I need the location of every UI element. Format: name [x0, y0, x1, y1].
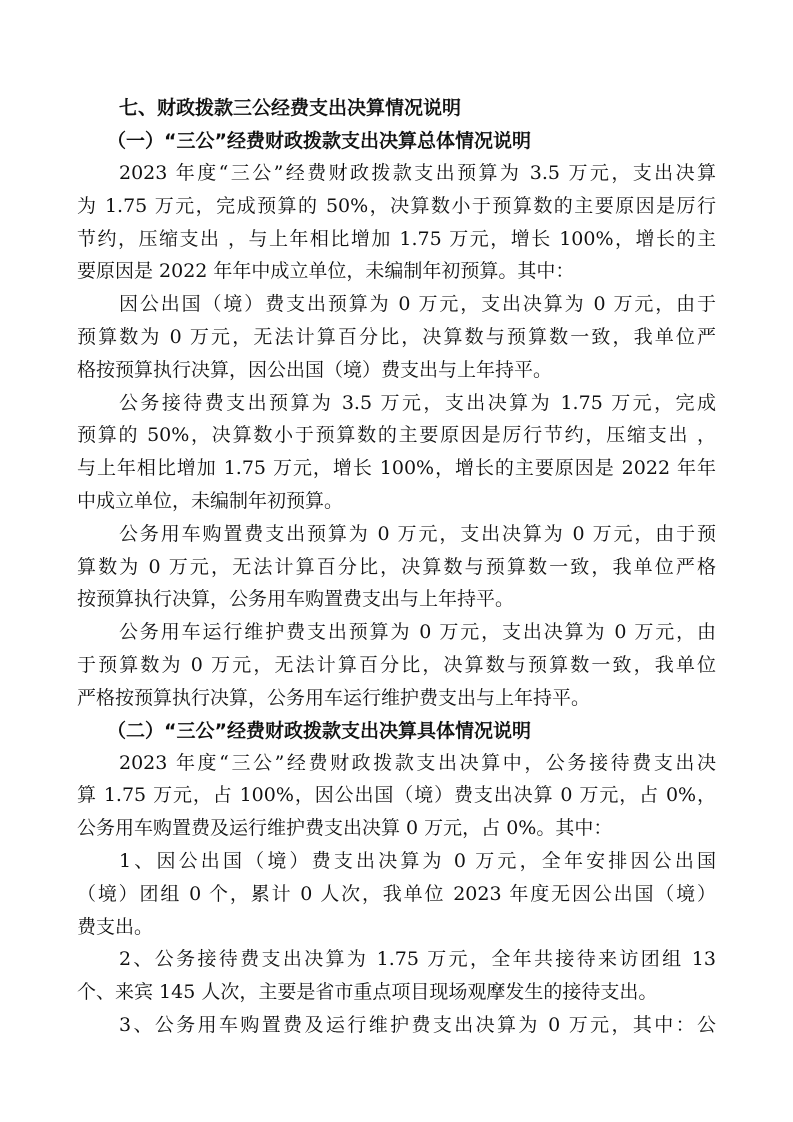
- paragraph-item-1: [77, 845, 716, 943]
- paragraph-line: 3、公务用车购置费及运行维护费支出决算为 0 万元，其中：公: [119, 1013, 716, 1036]
- paragraph-item-3: [77, 1009, 716, 1042]
- paragraph-line: 1、因公出国（境）费支出决算为 0 万元，全年安排因公出国: [119, 849, 716, 872]
- paragraph-line: 公务用车购置费支出预算为 0 万元，支出决算为 0 万元，由于预: [119, 522, 716, 545]
- paragraph-reception: [77, 387, 716, 518]
- paragraph-detail-summary: [77, 747, 716, 845]
- paragraph-vehicle-maintenance: [77, 616, 716, 714]
- paragraph-line: 按预算执行决算，公务用车购置费支出与上年持平。: [77, 588, 515, 611]
- paragraph-line: 严格按预算执行决算，公务用车运行维护费支出与上年持平。: [77, 686, 591, 709]
- paragraph-line: 于预算数为 0 万元，无法计算百分比，决算数与预算数一致，我单位: [77, 653, 716, 676]
- paragraph-line: 节约，压缩支出 ，与上年相比增加 1.75 万元，增长 100%，增长的主: [77, 227, 716, 250]
- subsection-heading-detail: （二）“三公”经费财政拨款支出决算具体情况说明: [107, 719, 531, 742]
- paragraph-line: 为 1.75 万元，完成预算的 50%，决算数小于预算数的主要原因是厉行: [77, 194, 716, 217]
- paragraph-line: 2023 年度“三公”经费财政拨款支出决算中，公务接待费支出决: [119, 751, 716, 774]
- paragraph-vehicle-purchase: [77, 518, 716, 616]
- paragraph-line: 费支出。: [77, 915, 154, 938]
- paragraph-overseas-travel: [77, 288, 716, 386]
- paragraph-line: 算数为 0 万元，无法计算百分比，决算数与预算数一致，我单位严格: [77, 555, 716, 578]
- section-heading-seven: 七、财政拨款三公经费支出决算情况说明: [119, 97, 462, 119]
- paragraph-line: 预算数为 0 万元，无法计算百分比，决算数与预算数一致，我单位严: [77, 325, 716, 348]
- subsection-heading-overall: （一）“三公”经费财政拨款支出决算总体情况说明: [107, 130, 531, 152]
- paragraph-overall-budget: [77, 157, 716, 288]
- paragraph-line: 个、来宾 145 人次，主要是省市重点项目现场观摩发生的接待支出。: [77, 981, 658, 1004]
- paragraph-item-2: [77, 943, 716, 1009]
- paragraph-line: 公务接待费支出预算为 3.5 万元，支出决算为 1.75 万元，完成: [119, 391, 716, 414]
- paragraph-line: 与上年相比增加 1.75 万元，增长 100%，增长的主要原因是 2022 年年: [77, 457, 716, 480]
- paragraph-line: 2、公务接待费支出决算为 1.75 万元，全年共接待来访团组 13: [119, 948, 716, 971]
- paragraph-line: 中成立单位，未编制年初预算。: [77, 489, 344, 512]
- paragraph-line: （境）团组 0 个，累计 0 人次，我单位 2023 年度无因公出国（境）: [77, 882, 716, 905]
- paragraph-line: 要原因是 2022 年年中成立单位，未编制年初预算。其中：: [77, 260, 575, 283]
- paragraph-line: 算 1.75 万元，占 100%，因公出国（境）费支出决算 0 万元，占 0%，: [77, 784, 716, 807]
- paragraph-line: 预算的 50%，决算数小于预算数的主要原因是厉行节约，压缩支出 ，: [77, 424, 716, 447]
- paragraph-line: 格按预算执行决算，因公出国（境）费支出与上年持平。: [77, 358, 553, 381]
- paragraph-line: 因公出国（境）费支出预算为 0 万元，支出决算为 0 万元，由于: [119, 293, 716, 316]
- paragraph-line: 公务用车运行维护费支出预算为 0 万元，支出决算为 0 万元，由: [119, 621, 716, 644]
- paragraph-line: 公务用车购置费及运行维护费支出决算 0 万元，占 0%。其中：: [77, 817, 613, 840]
- paragraph-line: 2023 年度“三公”经费财政拨款支出预算为 3.5 万元，支出决算: [119, 162, 716, 184]
